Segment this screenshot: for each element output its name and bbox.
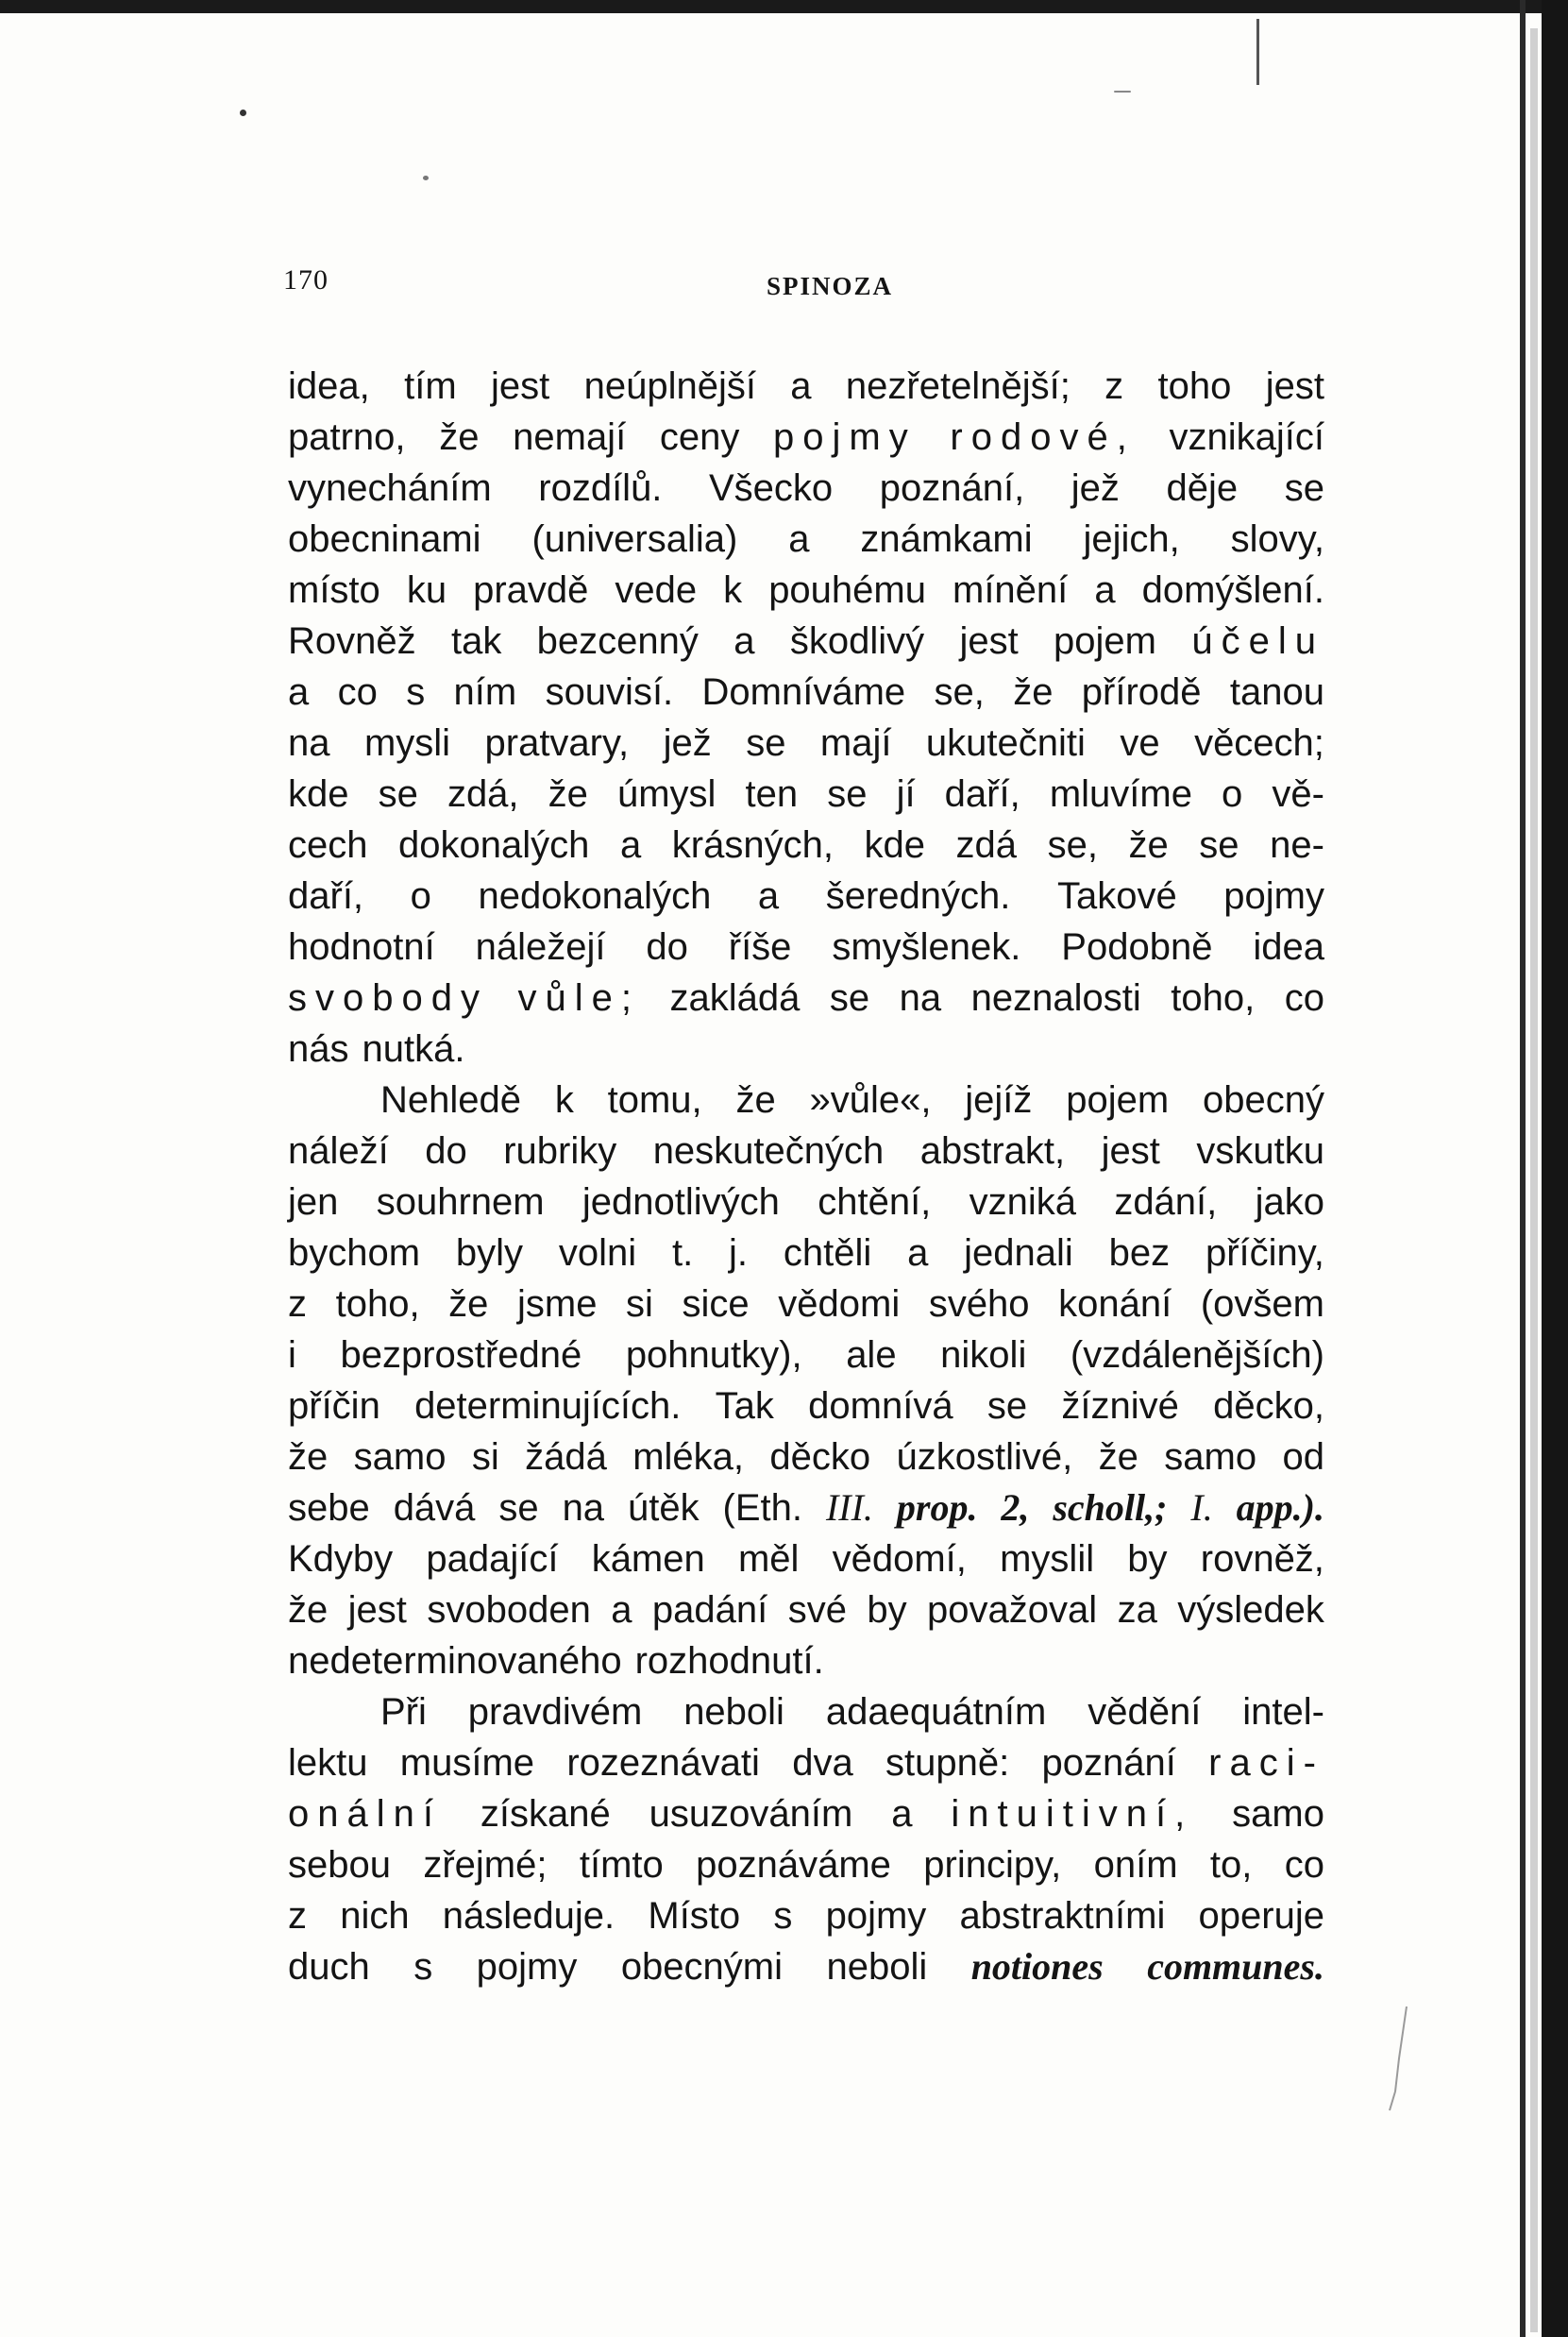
text-line	[288, 1024, 1324, 1075]
word: a	[891, 1793, 913, 1835]
citation-italic: I.	[1190, 1486, 1213, 1529]
word: pojmy	[1223, 875, 1324, 917]
word: zakládá	[669, 977, 801, 1019]
word: Rovněž	[288, 620, 416, 662]
word: se,	[1047, 824, 1098, 866]
word: že	[448, 1283, 489, 1325]
text-line	[288, 361, 1324, 412]
word: mínění	[953, 569, 1069, 611]
word: příčin	[288, 1385, 380, 1427]
word: z	[288, 1895, 307, 1937]
word: se	[378, 773, 418, 815]
word: rozeznávati	[566, 1742, 760, 1784]
word: se	[827, 773, 868, 815]
word: pravdě	[473, 569, 589, 611]
citation-italic: III.	[825, 1486, 873, 1529]
word: neboli	[826, 1946, 928, 1988]
word: jest	[347, 1589, 407, 1631]
word: zdá	[955, 824, 1018, 866]
word: přírodě	[1081, 671, 1202, 713]
word: slovy,	[1230, 518, 1324, 560]
word: šeredných.	[825, 875, 1011, 917]
word: s	[773, 1895, 793, 1937]
word: pojem	[1054, 620, 1156, 662]
word: daří,	[288, 875, 364, 917]
spaced-term: pojmy	[773, 416, 917, 458]
word: vynecháním	[288, 467, 492, 509]
word: poznání	[1041, 1742, 1176, 1784]
word: pouhému	[768, 569, 926, 611]
word: příčiny,	[1205, 1232, 1324, 1274]
word: duch	[288, 1946, 370, 1988]
word: neúplnější	[583, 365, 756, 407]
word: vědomí,	[832, 1538, 967, 1580]
word: svoboden	[427, 1589, 591, 1631]
text-line	[288, 463, 1324, 514]
word: úmysl	[616, 773, 717, 815]
word: ne-	[1270, 824, 1324, 866]
word: pojmy	[476, 1946, 578, 1988]
text-line	[288, 973, 1324, 1024]
word: že	[288, 1589, 329, 1631]
text-line	[288, 1941, 1324, 1992]
word: na	[288, 722, 330, 764]
word: ukutečniti	[925, 722, 1086, 764]
word: cech	[288, 824, 368, 866]
word: a	[611, 1589, 632, 1631]
word: výsledek	[1177, 1589, 1324, 1631]
scan-margin-tick	[1256, 19, 1259, 85]
word: že	[439, 416, 480, 458]
pencil-mark-icon	[1378, 2002, 1416, 2115]
word: pojem	[1066, 1079, 1170, 1121]
word: vědomi	[778, 1283, 901, 1325]
word: žíznivé	[1061, 1385, 1179, 1427]
word: vskutku	[1196, 1130, 1324, 1172]
word: úzkostlivé,	[896, 1436, 1073, 1478]
word: sice	[682, 1283, 750, 1325]
word: s	[406, 671, 426, 713]
word: samo	[1164, 1436, 1257, 1478]
word: od	[1282, 1436, 1324, 1478]
word: děcko,	[1213, 1385, 1324, 1427]
word: poznání,	[879, 467, 1025, 509]
word: toho,	[335, 1283, 420, 1325]
word: souvisí.	[545, 671, 674, 713]
text-line	[288, 1482, 1324, 1533]
word: i	[288, 1334, 296, 1376]
word: byly	[455, 1232, 524, 1274]
word: padající	[426, 1538, 559, 1580]
word: zdá,	[447, 773, 519, 815]
word: j.	[729, 1232, 749, 1274]
word: jí	[896, 773, 916, 815]
word: a	[788, 518, 810, 560]
text-line	[288, 1228, 1324, 1279]
word: nás	[288, 1028, 349, 1070]
scan-border-right	[1542, 0, 1568, 2337]
scan-speck	[1114, 91, 1131, 93]
word: obecnými	[620, 1946, 784, 1988]
word: se	[1199, 824, 1239, 866]
scan-binding-line	[1520, 0, 1526, 2337]
word: co	[1284, 1844, 1324, 1886]
word: do	[425, 1130, 467, 1172]
text-line	[288, 1635, 1324, 1686]
word: na	[562, 1487, 605, 1529]
text-line	[288, 1380, 1324, 1431]
word: dva	[792, 1742, 853, 1784]
word: jako	[1255, 1181, 1324, 1223]
word: bez	[1108, 1232, 1171, 1274]
spaced-term: účelu	[1191, 620, 1324, 662]
text-line	[288, 1126, 1324, 1177]
word: determinujících.	[414, 1385, 682, 1427]
word: rovněž,	[1200, 1538, 1324, 1580]
word: neskutečných	[652, 1130, 885, 1172]
word: a	[907, 1232, 929, 1274]
word: známkami	[860, 518, 1033, 560]
word: sebou	[288, 1844, 391, 1886]
citation-italic: app.).	[1236, 1486, 1324, 1529]
word: že	[548, 773, 588, 815]
text-line	[288, 1584, 1324, 1635]
text-line	[288, 1737, 1324, 1788]
word: vě-	[1272, 773, 1324, 815]
word: pohnutky),	[625, 1334, 802, 1376]
word: do	[646, 926, 688, 968]
word: jest	[490, 365, 550, 407]
word: myslil	[1000, 1538, 1095, 1580]
word: souhrnem	[376, 1181, 545, 1223]
word: že	[735, 1079, 776, 1121]
word: bychom	[288, 1232, 421, 1274]
word: se	[746, 722, 786, 764]
word: ten	[745, 773, 799, 815]
text-line	[288, 820, 1324, 871]
word: škodlivý	[789, 620, 925, 662]
word: jež	[1071, 467, 1120, 509]
text-line	[288, 769, 1324, 820]
word: sebe	[288, 1487, 370, 1529]
word: Domníváme	[701, 671, 906, 713]
spaced-term: svobody	[288, 977, 488, 1019]
text-line	[288, 616, 1324, 667]
word: z	[288, 1283, 307, 1325]
word: nutká.	[362, 1028, 465, 1070]
spaced-term: rodové,	[950, 416, 1136, 458]
word: si	[471, 1436, 499, 1478]
word: tanou	[1229, 671, 1324, 713]
word: tímto	[579, 1844, 664, 1886]
word: nikoli	[940, 1334, 1027, 1376]
word: a	[733, 620, 755, 662]
word: musíme	[399, 1742, 535, 1784]
word: idea	[1253, 926, 1324, 968]
text-line	[288, 1329, 1324, 1380]
word: žádá	[525, 1436, 607, 1478]
word: následuje.	[442, 1895, 615, 1937]
text-line	[288, 1686, 1324, 1737]
word: a	[757, 875, 780, 917]
citation-italic: 2,	[1001, 1486, 1030, 1529]
word: jest	[1101, 1130, 1160, 1172]
word: mluvíme	[1049, 773, 1192, 815]
word: Tak	[715, 1385, 774, 1427]
word: adaequátním	[825, 1691, 1047, 1733]
word: náležejí	[475, 926, 606, 968]
text-line	[288, 1788, 1324, 1839]
word: na	[899, 977, 942, 1019]
scan-page-edge	[1530, 28, 1538, 2332]
word: abstraktními	[959, 1895, 1166, 1937]
word: o	[410, 875, 431, 917]
word: nemají	[513, 416, 627, 458]
word: za	[1117, 1589, 1157, 1631]
word: a	[619, 824, 642, 866]
word: se	[986, 1385, 1028, 1427]
word: bezprostředné	[340, 1334, 582, 1376]
text-line	[288, 1075, 1324, 1126]
text-line	[288, 1533, 1324, 1584]
word: patrno,	[288, 416, 406, 458]
word: že	[1013, 671, 1054, 713]
word: svého	[928, 1283, 1030, 1325]
word: si	[626, 1283, 653, 1325]
word: domýšlení.	[1141, 569, 1324, 611]
word: děje	[1166, 467, 1239, 509]
word: t.	[671, 1232, 694, 1274]
text-line	[288, 1177, 1324, 1228]
word: jejich,	[1083, 518, 1180, 560]
word: mají	[819, 722, 892, 764]
word: jednotlivých	[582, 1181, 780, 1223]
word: by	[1127, 1538, 1168, 1580]
word: útěk	[628, 1487, 700, 1529]
word: samo	[353, 1436, 447, 1478]
word: své	[787, 1589, 847, 1631]
word: co	[1284, 977, 1324, 1019]
word: jednali	[964, 1232, 1073, 1274]
word: oním	[1093, 1844, 1178, 1886]
spaced-term: raci-	[1208, 1742, 1324, 1784]
word: měl	[737, 1538, 800, 1580]
word: získané	[480, 1793, 611, 1835]
word: neznalosti	[970, 977, 1141, 1019]
word: toho,	[1171, 977, 1256, 1019]
word: toho	[1157, 365, 1232, 407]
word: jsme	[517, 1283, 598, 1325]
page-number: 170	[283, 264, 329, 296]
word: chtěli	[783, 1232, 872, 1274]
spaced-term: vůle;	[517, 977, 640, 1019]
word: že	[1128, 824, 1169, 866]
word: a	[1094, 569, 1116, 611]
word: a	[790, 365, 812, 407]
word: věcech;	[1194, 722, 1324, 764]
word: neboli	[683, 1691, 784, 1733]
text-line	[288, 1431, 1324, 1482]
word: pravdivém	[467, 1691, 643, 1733]
word: kde	[864, 824, 925, 866]
running-head: SPINOZA	[767, 272, 894, 300]
word: děcko	[769, 1436, 871, 1478]
word: (vzdálenějších)	[1070, 1334, 1324, 1376]
citation-italic: scholl,;	[1053, 1486, 1168, 1529]
word: obecný	[1202, 1079, 1324, 1121]
word: se,	[934, 671, 985, 713]
word: (ovšem	[1200, 1283, 1324, 1325]
word: kde	[288, 773, 349, 815]
text-line	[288, 565, 1324, 616]
word: smyšlenek.	[832, 926, 1021, 968]
word: co	[337, 671, 378, 713]
text-line	[288, 514, 1324, 565]
word: že	[288, 1436, 329, 1478]
word: Takové	[1056, 875, 1177, 917]
word: dává	[393, 1487, 476, 1529]
word: se	[1284, 467, 1324, 509]
word: a	[288, 671, 310, 713]
word: náleží	[288, 1130, 389, 1172]
word: poznáváme	[696, 1844, 891, 1886]
word: pratvary,	[484, 722, 630, 764]
word: kámen	[591, 1538, 705, 1580]
word: by	[867, 1589, 907, 1631]
word: Všecko	[709, 467, 834, 509]
word: samo	[1232, 1793, 1324, 1835]
word: to,	[1209, 1844, 1253, 1886]
body-text	[288, 361, 1324, 1992]
word: vědění	[1087, 1691, 1202, 1733]
spaced-term: onální	[288, 1793, 442, 1835]
word: nedeterminovaného	[288, 1640, 622, 1682]
word: idea,	[288, 365, 370, 407]
word: nedokonalých	[478, 875, 712, 917]
word: k	[723, 569, 743, 611]
word: mysli	[363, 722, 451, 764]
text-line	[288, 412, 1324, 463]
word: zřejmé;	[423, 1844, 548, 1886]
word: místo	[288, 569, 380, 611]
word: chtění,	[818, 1181, 932, 1223]
word: jen	[288, 1181, 339, 1223]
word: intel-	[1242, 1691, 1324, 1733]
word: jest	[959, 620, 1019, 662]
text-line	[288, 1279, 1324, 1329]
word: o	[1222, 773, 1243, 815]
word: říše	[728, 926, 792, 968]
text-line	[288, 718, 1324, 769]
word: daří,	[944, 773, 1020, 815]
word: dokonalých	[398, 824, 590, 866]
text-line	[288, 667, 1324, 718]
word: jejíž	[965, 1079, 1033, 1121]
word: se	[829, 977, 870, 1019]
word: ve	[1120, 722, 1160, 764]
word: nezřetelnější;	[845, 365, 1071, 407]
word: Podobně	[1061, 926, 1213, 968]
word: obecninami	[288, 518, 481, 560]
word: Kdyby	[288, 1538, 394, 1580]
word: tak	[450, 620, 502, 662]
word: zdání,	[1114, 1181, 1218, 1223]
word: vznikající	[1169, 416, 1324, 458]
word: (universalia)	[531, 518, 738, 560]
word: principy,	[923, 1844, 1062, 1886]
scan-border-top	[0, 0, 1568, 13]
word: usuzováním	[649, 1793, 853, 1835]
word: ale	[846, 1334, 897, 1376]
word: mléka,	[632, 1436, 745, 1478]
word: pojmy	[825, 1895, 927, 1937]
word: stupně:	[885, 1742, 1010, 1784]
word: se	[498, 1487, 539, 1529]
text-line	[288, 1839, 1324, 1890]
word: tomu,	[607, 1079, 702, 1121]
word: domnívá	[808, 1385, 953, 1427]
word: »vůle«,	[809, 1079, 932, 1121]
word: Nehledě	[380, 1079, 522, 1121]
word: bezcenný	[536, 620, 699, 662]
word: konání	[1058, 1283, 1172, 1325]
latin-term-italic: communes.	[1147, 1945, 1324, 1988]
word: ním	[453, 671, 517, 713]
word: hodnotní	[288, 926, 435, 968]
page-header	[283, 264, 1322, 312]
text-line	[288, 922, 1324, 973]
word: z	[1104, 365, 1124, 407]
word: krásných,	[671, 824, 834, 866]
word: že	[1098, 1436, 1138, 1478]
word: jež	[663, 722, 712, 764]
word: vede	[615, 569, 698, 611]
scan-speck	[423, 176, 429, 180]
word: operuje	[1198, 1895, 1324, 1937]
word: ceny	[659, 416, 740, 458]
word: Při	[380, 1691, 427, 1733]
word: tím	[404, 365, 457, 407]
word: (Eth.	[722, 1487, 803, 1529]
word: nich	[340, 1895, 410, 1937]
text-line	[288, 871, 1324, 922]
word: volni	[558, 1232, 637, 1274]
word: rozdílů.	[538, 467, 663, 509]
word: k	[554, 1079, 574, 1121]
word: jest	[1265, 365, 1324, 407]
word: rozhodnutí.	[634, 1640, 824, 1682]
word: padání	[651, 1589, 768, 1631]
word: abstrakt,	[919, 1130, 1066, 1172]
spaced-term: intuitivní,	[951, 1793, 1194, 1835]
word: rubriky	[503, 1130, 617, 1172]
word: s	[413, 1946, 433, 1988]
word: vzniká	[969, 1181, 1076, 1223]
text-line	[288, 1890, 1324, 1941]
word: považoval	[927, 1589, 1098, 1631]
word: Místo	[648, 1895, 741, 1937]
word: lektu	[288, 1742, 368, 1784]
citation-italic: prop.	[896, 1486, 978, 1529]
word: ku	[406, 569, 447, 611]
scan-speck	[240, 110, 246, 116]
latin-term-italic: notiones	[970, 1945, 1104, 1988]
